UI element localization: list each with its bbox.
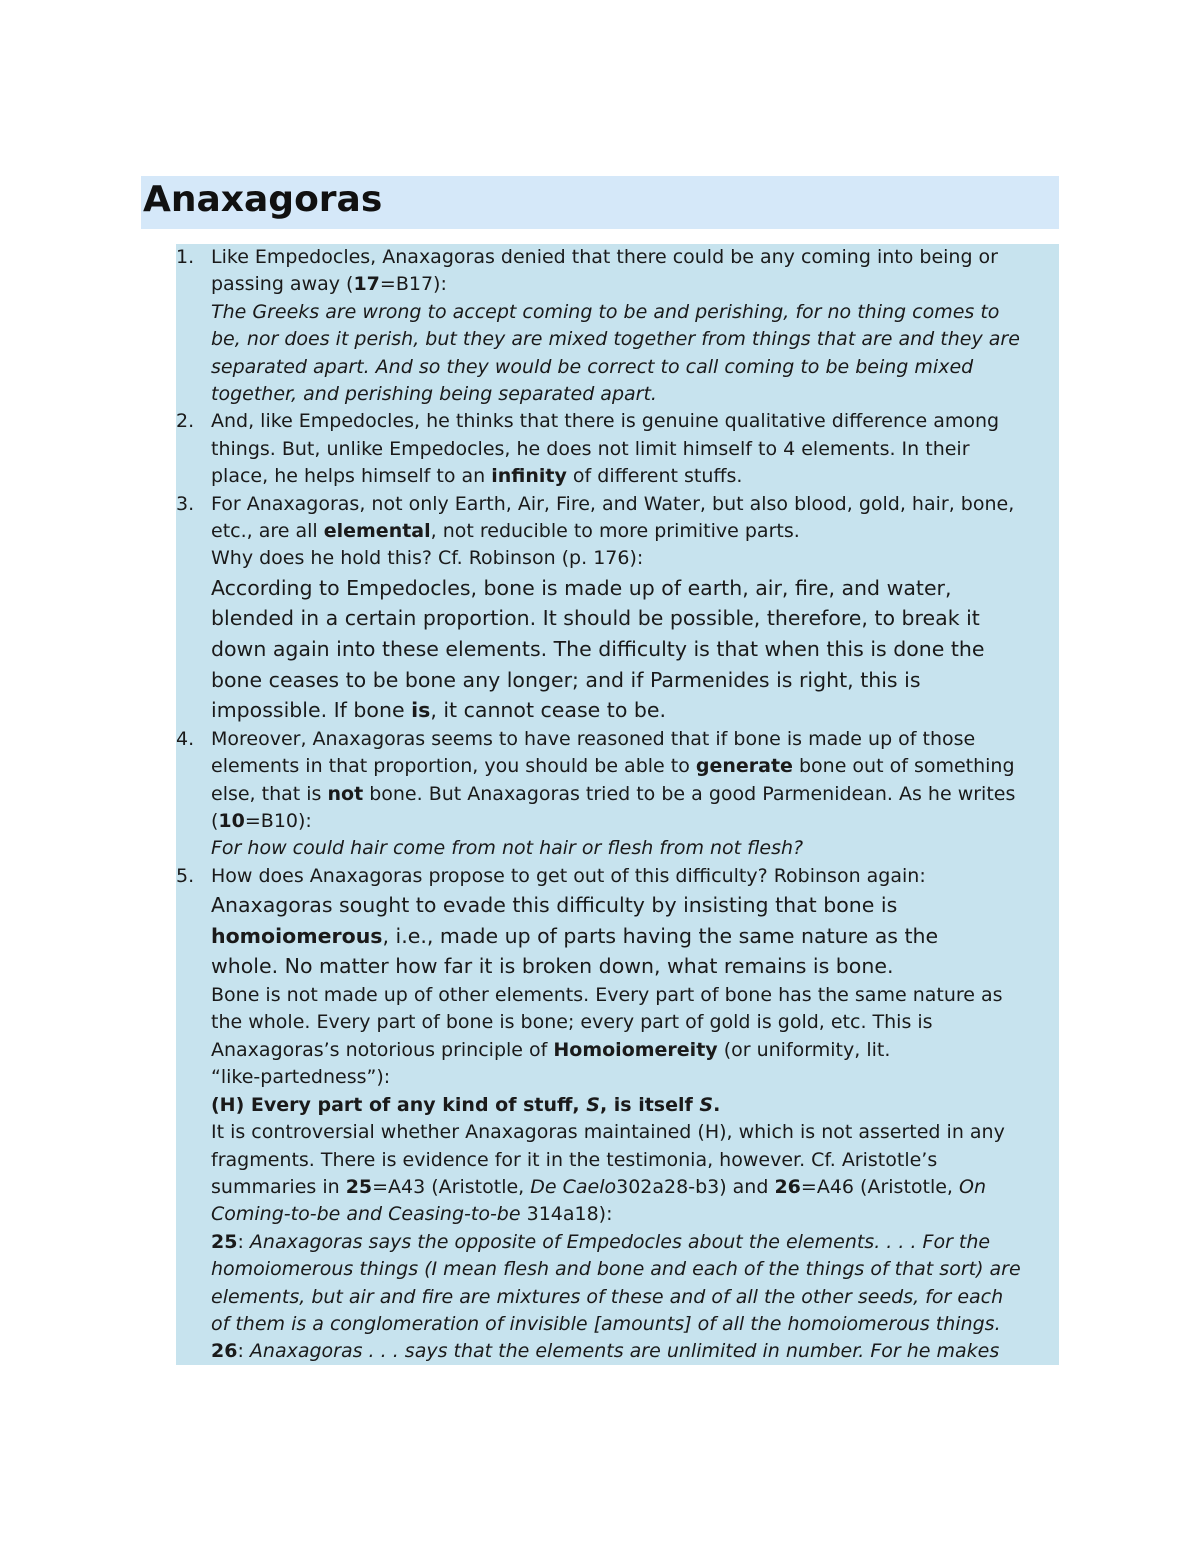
emphasis-text: , is itself [599, 1093, 700, 1116]
text-run: things. But, unlike Empedocles, he does not limit himself to 4 elements. In their [211, 437, 970, 460]
text-run: whole. No matter how far it is broken down, what remains is bone. [211, 954, 894, 979]
emphasis-text: S [699, 1093, 714, 1116]
text-run: For Anaxagoras, not only Earth, Air, Fire, and Water, but also blood, gold, hair, bone, [211, 492, 1015, 515]
block-quote-line [211, 951, 1059, 982]
emphasis-text: (H) Every part of any kind of stuff, [211, 1093, 587, 1116]
text-run: : [237, 1340, 250, 1363]
quoted-text: of them is a conglomeration of invisible [amounts] of all the homoiomerous things. [211, 1312, 1001, 1335]
text-run: Moreover, Anaxagoras seems to have reasoned that if bone is made up of those [211, 727, 976, 750]
quoted-text: For how could hair come from not hair or flesh from not flesh? [211, 837, 804, 860]
emphasis-text: not [327, 782, 364, 805]
block-quote-line [211, 603, 1059, 634]
text-line [211, 835, 1059, 862]
quoted-text: separated apart. And so they would be correct to call coming to be being mixed [211, 355, 974, 378]
text-line [211, 545, 1059, 572]
text-run: summaries in [211, 1175, 346, 1198]
text-line [211, 982, 1059, 1009]
text-run: =A43 (Aristotle, [372, 1175, 531, 1198]
emphasis-text: homoiomerous [211, 923, 383, 948]
text-run: It is controversial whether Anaxagoras maintained (H), which is not asserted in any [211, 1121, 1005, 1144]
text-run: 314a18): [520, 1203, 613, 1226]
text-run: bone. But Anaxagoras tried to be a good Parmenidean. As he writes [363, 782, 1016, 805]
text-line [211, 1201, 1059, 1228]
text-line [211, 1256, 1059, 1283]
text-line [211, 1229, 1059, 1256]
quoted-text: Anaxagoras says the opposite of Empedocles about the elements. . . . For the [249, 1230, 991, 1253]
quoted-text: The Greeks are wrong to accept coming to be and perishing, for no thing comes to [211, 300, 1000, 323]
text-line [211, 436, 1059, 463]
block-quote-line [211, 573, 1059, 604]
text-line [211, 1338, 1059, 1365]
text-line [211, 726, 1059, 753]
text-line [211, 518, 1059, 545]
text-run: =A46 (Aristotle, [800, 1175, 960, 1198]
text-run: , not reducible to more primitive parts. [430, 520, 800, 543]
quoted-text: De Caelo [530, 1175, 617, 1198]
list-item [176, 491, 1059, 726]
text-run: “like-partedness”): [211, 1066, 391, 1089]
text-run: =B10): [244, 810, 312, 833]
text-run: Bone is not made up of other elements. Every part of bone has the same nature as [211, 984, 1003, 1007]
text-run: Anaxagoras sought to evade this difficulty by insisting that bone is [211, 893, 898, 918]
block-quote-line [211, 665, 1059, 696]
quoted-text: On [959, 1175, 987, 1198]
text-run: 302a28-b3) and [616, 1175, 775, 1198]
quoted-text: homoiomerous things (I mean flesh and bone and each of the things of that sort) are [211, 1258, 1021, 1281]
quoted-text: elements, but air and fire are mixtures of these and of all the other seeds, for each [211, 1285, 1004, 1308]
text-run: elements in that proportion, you should be able to [211, 755, 696, 778]
text-line [211, 408, 1059, 435]
text-line [211, 354, 1059, 381]
notes-body [176, 244, 1059, 1365]
quoted-text: be, nor does it perish, but they are mixed together from things that are and they are [211, 328, 1020, 351]
text-run: place, he helps himself to an [211, 465, 492, 488]
text-line [211, 808, 1059, 835]
text-line [211, 299, 1059, 326]
block-quote-line [211, 890, 1059, 921]
text-run: According to Empedocles, bone is made up of earth, air, fire, and water, [211, 575, 952, 600]
text-run: blended in a certain proportion. It should be possible, therefore, to break it [211, 606, 980, 631]
quoted-text: Coming-to-be and Ceasing-to-be [211, 1203, 521, 1226]
text-run: ( [211, 810, 219, 833]
text-run: (or uniformity, lit. [717, 1038, 891, 1061]
quoted-text: Anaxagoras . . . says that the elements are unlimited in number. For he makes [249, 1340, 1000, 1363]
text-run: : [237, 1230, 250, 1253]
text-line [211, 491, 1059, 518]
emphasis-text: 25 [211, 1230, 238, 1253]
list-item [176, 863, 1059, 1366]
emphasis-text: 17 [353, 273, 380, 296]
text-run: down again into these elements. The difficulty is that when this is done the [211, 637, 985, 662]
list-item [176, 244, 1059, 408]
numbered-list [176, 244, 1059, 1366]
emphasis-text: is [411, 698, 431, 723]
text-line [211, 271, 1059, 298]
list-item-number: 3. [176, 492, 195, 515]
text-line [211, 244, 1059, 271]
text-run: How does Anaxagoras propose to get out of this difficulty? Robinson again: [211, 864, 926, 887]
text-run: etc., are all [211, 520, 324, 543]
text-line [211, 1064, 1059, 1091]
text-line [211, 1147, 1059, 1174]
emphasis-text: infinity [491, 465, 567, 488]
text-run: , i.e., made up of parts having the same nature as the [382, 923, 939, 948]
text-line [211, 863, 1059, 890]
block-quote-line [211, 634, 1059, 665]
list-item [176, 726, 1059, 863]
text-run: Like Empedocles, Anaxagoras denied that there could be any coming into being or [211, 246, 998, 268]
block-quote-line [211, 921, 1059, 952]
page-title: Anaxagoras [143, 179, 383, 220]
text-line [211, 326, 1059, 353]
list-item [176, 408, 1059, 490]
block-quote-line [211, 695, 1059, 726]
text-run: the whole. Every part of bone is bone; every part of gold is gold, etc. This is [211, 1011, 933, 1034]
text-run: of different stuffs. [566, 465, 743, 488]
emphasis-text: elemental [323, 520, 431, 543]
emphasis-text: Homoiomereity [553, 1038, 718, 1061]
emphasis-text: S [586, 1093, 600, 1116]
text-line [211, 1284, 1059, 1311]
emphasis-text: . [713, 1093, 721, 1116]
text-run: , it cannot cease to be. [430, 698, 667, 723]
text-run: bone out of something [792, 755, 1015, 778]
text-line [211, 1092, 1059, 1119]
text-line [211, 1037, 1059, 1064]
emphasis-text: 10 [218, 810, 245, 833]
text-run: And, like Empedocles, he thinks that there is genuine qualitative difference among [211, 410, 1000, 433]
emphasis-text: 26 [774, 1175, 801, 1198]
emphasis-text: 25 [345, 1175, 373, 1198]
text-line [211, 1009, 1059, 1036]
text-line [211, 781, 1059, 808]
text-run: fragments. There is evidence for it in the testimonia, however. Cf. Aristotle’s [211, 1148, 938, 1171]
list-item-number: 4. [176, 727, 195, 750]
emphasis-text: generate [695, 755, 793, 778]
text-line [211, 753, 1059, 780]
text-run: bone ceases to be bone any longer; and if Parmenides is right, this is [211, 667, 921, 692]
list-item-number: 1. [176, 246, 195, 268]
text-run: Anaxagoras’s notorious principle of [211, 1038, 554, 1061]
text-line [211, 1174, 1059, 1201]
list-item-number: 5. [176, 864, 195, 887]
text-line [211, 381, 1059, 408]
text-run: impossible. If bone [211, 698, 412, 723]
emphasis-text: 26 [211, 1340, 238, 1363]
list-item-number: 2. [176, 410, 195, 433]
quoted-text: together, and perishing being separated apart. [211, 383, 657, 406]
text-run: passing away ( [211, 273, 354, 296]
text-line [211, 463, 1059, 490]
text-run: Why does he hold this? Cf. Robinson (p. 176): [211, 547, 644, 570]
title-banner [141, 176, 1059, 229]
text-line [211, 1311, 1059, 1338]
text-run: =B17): [379, 273, 447, 296]
text-run: else, that is [211, 782, 328, 805]
text-line [211, 1119, 1059, 1146]
